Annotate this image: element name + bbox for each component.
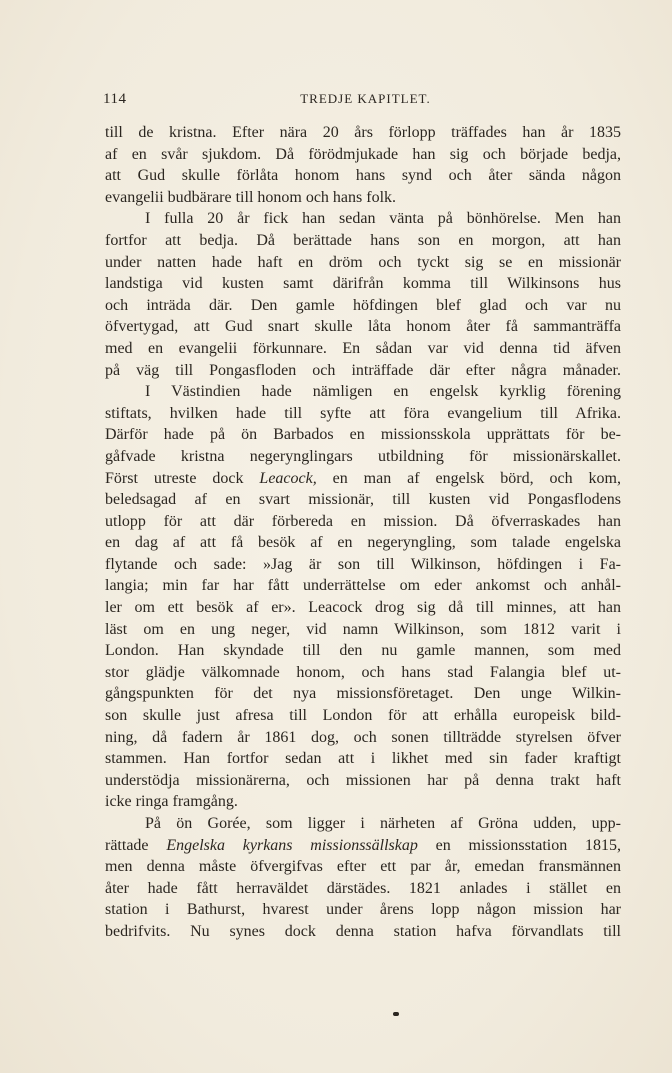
text-line: beledsagad af en svart missionär, till kusten vid Pongasflodens bbox=[105, 491, 621, 509]
text-line: öfvertygad, att Gud snart skulle låta honom åter få sammanträffa bbox=[105, 318, 621, 336]
text-line: evangelii budbärare till honom och hans folk. bbox=[105, 188, 397, 206]
text-line: ler om ett besök af er». Leacock drog sig då till minnes, att han bbox=[105, 599, 621, 617]
text-line: landstiga vid kusten samt därifrån komma till Wilkinsons hus bbox=[105, 275, 621, 293]
text-line: son skulle just afresa till London för att erhålla europeisk bild- bbox=[105, 707, 621, 725]
text-line: till de kristna. Efter nära 20 års förlopp träffades han år 1835 bbox=[105, 124, 621, 141]
text-line: läst om en ung neger, vid namn Wilkinson, som 1812 varit i bbox=[105, 620, 621, 638]
text-line: stammen. Han fortfor sedan att i likhet med sin fader kraftigt bbox=[105, 750, 621, 768]
text-line: och inträda där. Den gamle höfdingen blef glad och var nu bbox=[105, 296, 621, 314]
text-line: under natten hade haft en dröm och tyckt sig se en missionär bbox=[105, 253, 621, 271]
text-line: gåfvade kristna negerynglingars utbildning för missionärskallet. bbox=[105, 447, 621, 465]
text-line: I Västindien hade nämligen en engelsk kyrklig förening bbox=[145, 383, 621, 401]
text-line: af en svår sjukdom. Då förödmjukade han sig och började bedja, bbox=[105, 145, 621, 163]
text-line: åter hade fått herraväldet därstädes. 1821 anlades i stället en bbox=[105, 879, 621, 897]
ink-speck bbox=[393, 1012, 399, 1016]
text-line: I fulla 20 år fick han sedan vänta på bönhörelse. Men han bbox=[145, 210, 621, 228]
name-leacock: Leacock, bbox=[259, 469, 317, 487]
line-segment: Först utreste dock bbox=[105, 469, 244, 487]
line-segment: rättade bbox=[105, 836, 149, 854]
text-line: flytande och sade: »Jag är son till Wilkinson, höfdingen i Fa- bbox=[105, 555, 621, 573]
society-name: Engelska kyrkans missionssällskap bbox=[166, 836, 418, 854]
text-line: På ön Gorée, som ligger i närheten af Gröna udden, upp- bbox=[145, 815, 621, 832]
text-line: langia; min far har fått underrättelse om eder ankomst och anhål- bbox=[105, 577, 621, 595]
text-line: en dag af att få besök af en negeryngling, som talade engelska bbox=[105, 534, 621, 552]
text-line: ning, då fadern år 1861 dog, och sonen tillträdde styrelsen öfver bbox=[105, 728, 621, 746]
page-header bbox=[103, 91, 623, 111]
text-line: bedrifvits. Nu synes dock denna station hafva förvandlats till bbox=[105, 922, 621, 940]
text-line: utlopp för att där förbereda en mission. Då öfverraskades han bbox=[105, 512, 621, 530]
text-line: fortfor att bedja. Då berättade hans son en morgon, att han bbox=[105, 231, 621, 249]
text-line: stiftats, hvilken hade till syfte att föra evangelium till Afrika. bbox=[105, 404, 621, 422]
text-line bbox=[105, 835, 621, 857]
text-line: gångspunkten för det nya missionsföretaget. Den unge Wilkin- bbox=[105, 685, 621, 703]
text-line: icke ringa framgång. bbox=[105, 793, 238, 811]
line-segment: en missionsstation 1815, bbox=[435, 836, 621, 854]
text-line: London. Han skyndade till den nu gamle mannen, som med bbox=[105, 642, 621, 660]
text-line bbox=[105, 468, 621, 490]
line-segment: en man af engelsk börd, och kom, bbox=[332, 469, 621, 487]
text-line: men denna måste öfvergifvas efter ett par år, emedan fransmännen bbox=[105, 858, 621, 876]
text-line: att Gud skulle förlåta honom hans synd och åter sända någon bbox=[105, 167, 621, 185]
text-line: Därför hade på ön Barbados en missionsskola upprättats för be- bbox=[105, 426, 621, 444]
text-line: stor glädje välkomnade honom, och hans stad Falangia blef ut- bbox=[105, 663, 621, 681]
body-text bbox=[105, 122, 621, 943]
page-number: 114 bbox=[103, 91, 127, 107]
running-head: TREDJE KAPITLET. bbox=[300, 91, 431, 106]
text-line: med en evangelii förkunnare. En sådan var vid denna tid äfven bbox=[105, 339, 621, 357]
text-line: station i Bathurst, hvarest under årens lopp någon mission har bbox=[105, 901, 621, 919]
text-line: understödja missionärerna, och missionen har på denna trakt haft bbox=[105, 771, 621, 789]
text-line: på väg till Pongasfloden och inträffade där efter några månader. bbox=[105, 361, 621, 379]
